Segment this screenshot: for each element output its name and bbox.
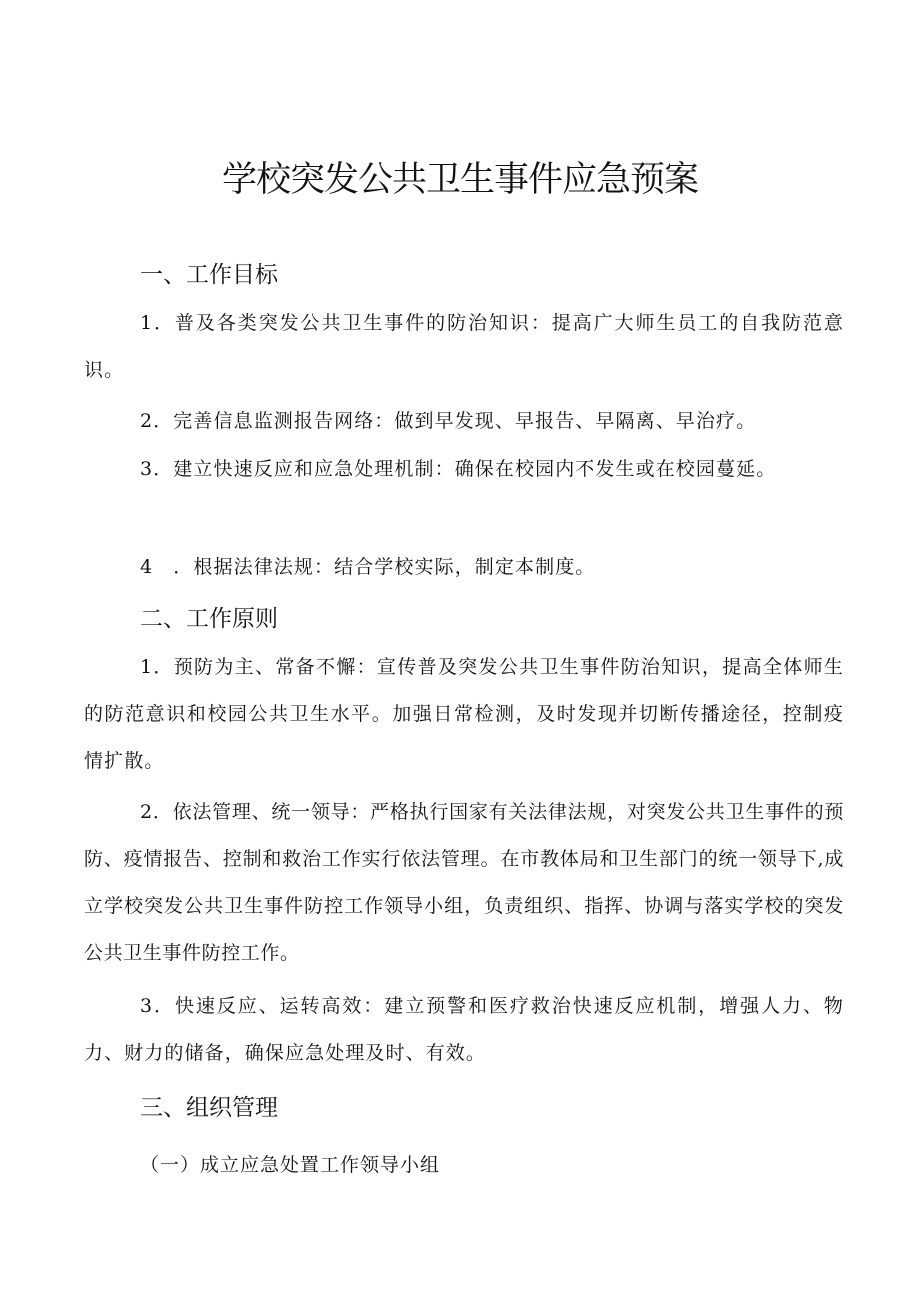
goal-item-1: 1．普及各类突发公共卫生事件的防治知识：提高广大师生员工的自我防范意识。 bbox=[84, 312, 844, 381]
principle-item-1: 1．预防为主、常备不懈：宣传普及突发公共卫生事件防治知识，提高全体师生的防范意识和校园公共卫生水平。加强日常检测，及时发现并切断传播途径，控制疫情扩散。 bbox=[84, 656, 844, 772]
subsection-heading-leadership-group: （一）成立应急处置工作领导小组 bbox=[140, 1154, 441, 1176]
page-title: 学校突发公共卫生事件应急预案 bbox=[221, 160, 698, 200]
goal-item-2: 2．完善信息监测报告网络：做到早发现、早报告、早隔离、早治疗。 bbox=[140, 410, 757, 432]
section-heading-principles: 二、工作原则 bbox=[140, 606, 278, 632]
goal-item-3: 3．建立快速反应和应急处理机制：确保在校园内不发生或在校园蔓延。 bbox=[140, 458, 777, 480]
principle-item-3: 3．快速反应、运转高效：建立预警和医疗救治快速反应机制，增强人力、物力、财力的储备，确保应急处理及时、有效。 bbox=[84, 995, 844, 1064]
goal-item-4: 4 ．根据法律法规：结合学校实际，制定本制度。 bbox=[140, 556, 596, 578]
section-heading-goals: 一、工作目标 bbox=[140, 262, 278, 288]
section-heading-organization: 三、组织管理 bbox=[140, 1095, 278, 1121]
principle-item-2: 2．依法管理、统一领导：严格执行国家有关法律法规，对突发公共卫生事件的预防、疫情报告、控制和救治工作实行依法管理。在市教体局和卫生部门的统一领导下,成立学校突发公共卫生事件防控工作领导小组，负责组织、指挥、协调与落实学校的突发公共卫生事件防控工作。 bbox=[84, 801, 844, 964]
